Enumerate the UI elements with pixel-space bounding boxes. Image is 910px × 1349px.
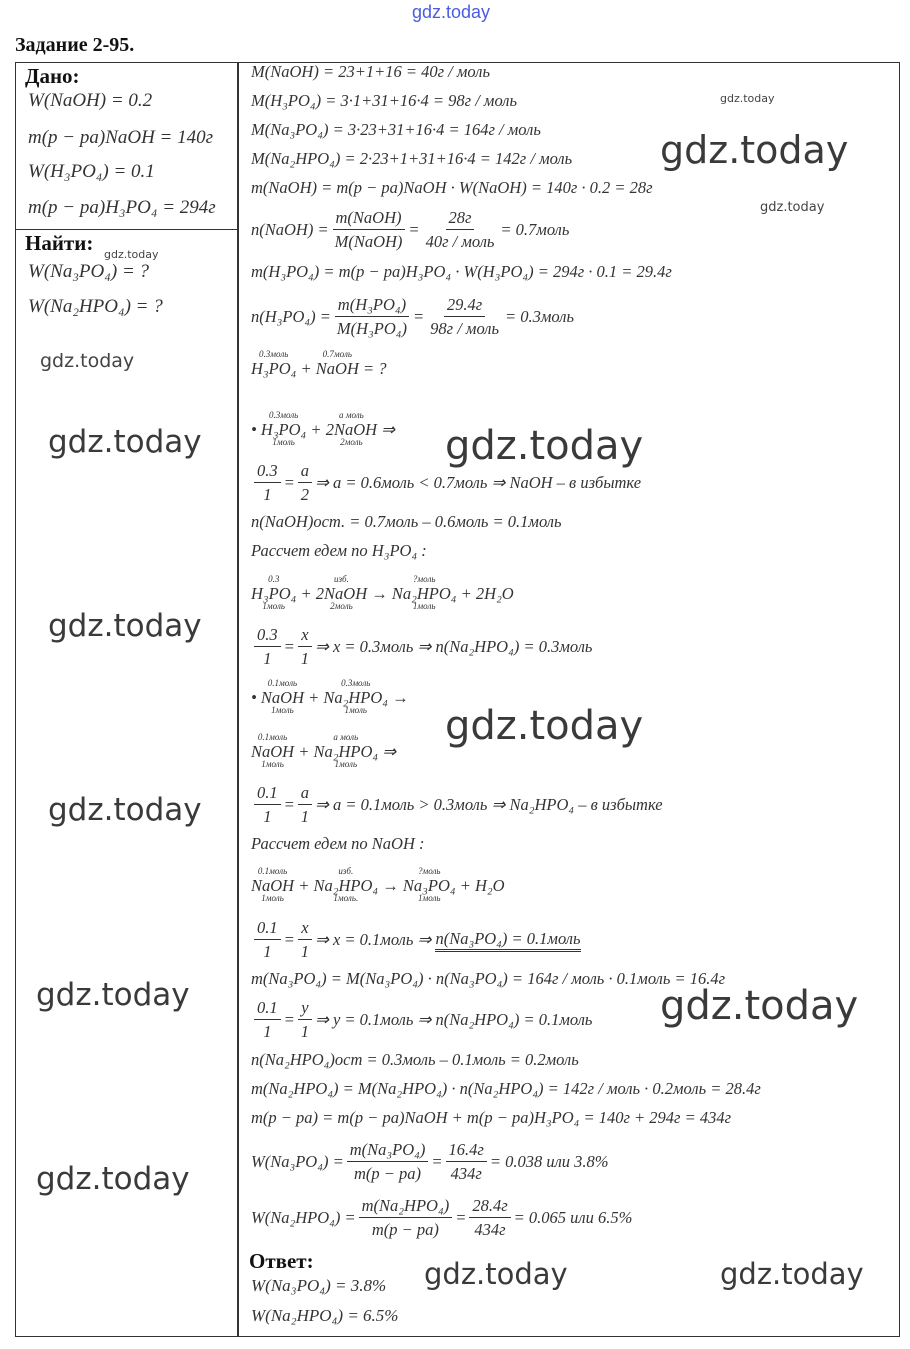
watermark: gdz.today (48, 608, 202, 644)
expression-text: M(NaOH) = 23+1+16 = 40г / моль (251, 62, 490, 81)
watermark: gdz.today (36, 1161, 190, 1197)
expression-text: Рассчет едем по NaOH : (251, 834, 425, 853)
amount-annotation: ?моль (412, 573, 436, 584)
denominator: 434г (450, 1164, 482, 1183)
formula-with-amounts (403, 867, 456, 906)
solution-line (251, 1098, 731, 1138)
formula: Na₂HPO₄ (391, 583, 457, 603)
expression-text: + (306, 420, 326, 439)
formula: H₃PO₄ (251, 583, 297, 603)
expression-text: = (283, 795, 295, 814)
expression-text: M(Na₂HPO₄) = 2·23+1+31+16·4 = 142г / моль (251, 149, 573, 168)
fraction (298, 918, 312, 962)
solution-line (251, 732, 396, 772)
find-item: W(Na₂HPO₄) = ? (28, 296, 163, 317)
numerator: a (298, 461, 312, 483)
fraction (423, 208, 498, 252)
watermark: gdz.today (104, 248, 159, 261)
fraction (254, 783, 281, 827)
solution-line (251, 210, 569, 250)
numerator: 28г (446, 208, 475, 230)
expression-text: m(p − pa) = m(p − pa)NaOH + m(p − pa)H₃PO₄ = 140г + 294г = 434г (251, 1108, 732, 1127)
solution-line (251, 168, 653, 208)
denominator: 1 (263, 649, 272, 668)
amount-annotation: 1моль (262, 601, 285, 612)
expression-text: W(Na₂HPO₄) = (251, 1208, 356, 1227)
numerator: x (298, 918, 311, 940)
amount-annotation: 0.3моль (341, 677, 371, 688)
given-item: W(NaOH) = 0.2 (28, 90, 153, 111)
given-item: W(H₃PO₄) = 0.1 (28, 161, 155, 182)
numerator: 0.1 (254, 783, 281, 805)
watermark: gdz.today (660, 983, 859, 1029)
watermark: gdz.today (720, 92, 775, 105)
fraction (334, 295, 410, 339)
watermark: gdz.today (48, 424, 202, 460)
formula-with-amounts (251, 575, 296, 614)
given-item: m(p − pa)NaOH = 140г (28, 127, 214, 148)
task-title: Задание 2-95. (15, 34, 135, 56)
expression-text: → (367, 584, 392, 603)
expression-text: W(Na₃PO₄) = (251, 1152, 344, 1171)
expression-text: m(Na₃PO₄) = M(Na₃PO₄) · n(Na₃PO₄) = 164г / моль · 0.1моль = 16.4г (251, 969, 726, 988)
numerator: 29.4г (444, 295, 485, 317)
formula-with-amounts (251, 867, 294, 906)
expression-text: m(NaOH) = m(p − pa)NaOH · W(NaOH) = 140г · 0.2 = 28г (251, 178, 653, 197)
fraction (254, 998, 281, 1042)
amount-annotation: a моль (333, 731, 359, 742)
denominator: 1 (263, 807, 272, 826)
amount-annotation: 0.7моль (322, 348, 352, 359)
formula-with-amounts (316, 350, 359, 389)
numerator: x (298, 625, 311, 647)
expression-text: + (296, 584, 316, 603)
fraction (298, 998, 312, 1042)
expression-text: Рассчет едем по H₃PO₄ : (251, 541, 427, 560)
find-item: W(Na₃PO₄) = ? (28, 261, 150, 282)
watermark: gdz.today (36, 977, 190, 1013)
expression-text: = (455, 1208, 467, 1227)
expression-text: ⇒ y = 0.1моль ⇒ n(Na₂HPO₄) = 0.1моль (315, 1010, 593, 1029)
denominator: 1 (300, 1022, 310, 1041)
watermark: gdz.today (445, 703, 644, 749)
solution-line (251, 1198, 632, 1238)
answer-item: W(Na₃PO₄) = 3.8% (251, 1276, 387, 1295)
expression-text: = 0.038 или 3.8% (489, 1152, 609, 1171)
denominator: 40г / моль (425, 232, 495, 251)
expression-text: = (283, 637, 295, 656)
denominator: 1 (263, 942, 272, 961)
formula-with-amounts (326, 411, 377, 450)
amount-annotation: 2моль (340, 437, 363, 448)
expression-text: n(H₃PO₄) = (251, 307, 331, 326)
formula-with-amounts (316, 575, 367, 614)
amount-annotation: 0.1моль (257, 731, 288, 742)
watermark: gdz.today (660, 128, 849, 172)
expression-text: + 2H₂O (456, 584, 514, 603)
amount-annotation: 0.3моль (268, 409, 299, 420)
answer-item: W(Na₂HPO₄) = 6.5% (251, 1306, 399, 1325)
amount-annotation: изб. (338, 865, 354, 876)
formula-with-amounts (251, 350, 296, 389)
formula: NaOH (251, 741, 295, 761)
amount-annotation: 1моль (261, 893, 284, 904)
solution-line (251, 1000, 592, 1040)
amount-annotation: 1моль (417, 893, 441, 904)
watermark: gdz.today (445, 423, 644, 469)
solution-line (251, 1142, 609, 1182)
numerator: y (298, 998, 311, 1020)
answer-label: Ответ: (249, 1249, 314, 1273)
numerator: 0.1 (254, 998, 281, 1020)
expression-text: = (431, 1152, 443, 1171)
denominator: 98г / моль (430, 319, 500, 338)
fraction (298, 625, 312, 669)
formula: NaOH (315, 358, 359, 378)
solution-line (251, 574, 514, 614)
solution-line (251, 463, 641, 503)
formula-with-amounts (313, 733, 378, 772)
given-item: m(p − pa)H₃PO₄ = 294г (28, 197, 216, 218)
fraction (254, 918, 281, 962)
amount-annotation: 0.1моль (257, 865, 288, 876)
expression-text: + (296, 359, 316, 378)
denominator: 2 (300, 485, 310, 504)
numerator: 0.3 (254, 461, 281, 483)
expression-text: ⇒ x = 0.1моль ⇒ (315, 930, 436, 949)
numerator: 0.1 (254, 918, 281, 940)
amount-annotation: 0.3 (268, 573, 280, 584)
numerator: 16.4г (446, 1140, 487, 1162)
numerator: 28.4г (469, 1196, 510, 1218)
formula: H₃PO₄ (260, 419, 307, 439)
expression-text: m(H₃PO₄) = m(p − pa)H₃PO₄ · W(H₃PO₄) = 294г · 0.1 = 29.4г (251, 262, 672, 281)
expression-text: + (294, 742, 314, 761)
formula: NaOH (260, 687, 304, 707)
expression-text: ⇒ x = 0.3моль ⇒ n(Na₂HPO₄) = 0.3моль (315, 637, 593, 656)
formula: 2NaOH (325, 419, 378, 439)
numerator: m(NaOH) (333, 208, 405, 230)
fraction (298, 461, 312, 505)
solution-line (251, 824, 425, 864)
fraction (446, 1140, 487, 1184)
formula: 2NaOH (315, 583, 368, 603)
fraction (298, 783, 312, 827)
numerator: m(Na₂HPO₄) (359, 1196, 453, 1218)
expression-text: = 0.3моль (505, 307, 574, 326)
formula: NaOH (251, 875, 295, 895)
solution-line (251, 785, 663, 825)
fraction (427, 295, 502, 339)
denominator: m(p − pa) (354, 1164, 422, 1183)
expression-text: = (413, 307, 425, 326)
formula-with-amounts (323, 679, 388, 718)
fraction (347, 1140, 429, 1184)
amount-annotation: ?моль (417, 865, 441, 876)
expression-text: = (283, 930, 295, 949)
solution-line (251, 959, 725, 999)
formula: Na₂HPO₄ (323, 687, 389, 707)
formula: H₃PO₄ (251, 358, 297, 378)
expression-text: n(NaOH)ост. = 0.7моль – 0.6моль = 0.1моль (251, 512, 562, 531)
amount-annotation: изб. (334, 573, 349, 584)
formula-with-amounts (261, 679, 304, 718)
solution-line (251, 297, 574, 337)
amount-annotation: 0.3моль (259, 348, 289, 359)
solution-line (251, 678, 409, 718)
given-label: Дано: (25, 64, 80, 88)
formula-with-amounts (313, 867, 378, 906)
amount-annotation: 1моль (344, 705, 367, 716)
fraction (332, 208, 406, 252)
solution-line (251, 920, 581, 960)
numerator: 0.3 (254, 625, 281, 647)
fraction (254, 461, 281, 505)
expression-text: = (408, 220, 420, 239)
amount-annotation: 0.1моль (267, 677, 298, 688)
expression-text: M(H₃PO₄) = 3·1+31+16·4 = 98г / моль (251, 91, 517, 110)
expression-text: • (251, 688, 261, 707)
expression-text: ⇒ (378, 742, 397, 761)
watermark: gdz.today (40, 350, 135, 372)
formula-with-amounts (392, 575, 457, 614)
expression-text: → (388, 688, 409, 707)
expression-text: = 0.065 или 6.5% (513, 1208, 633, 1227)
expression-text: → (378, 876, 403, 895)
solution-line (251, 866, 505, 906)
numerator: m(Na₃PO₄) (347, 1140, 429, 1162)
denominator: 1 (300, 649, 310, 668)
denominator: 1 (263, 485, 272, 504)
expression-text: = (283, 473, 295, 492)
solution-line (251, 410, 395, 450)
expression-text: ⇒ (377, 420, 395, 439)
formula: Na₂HPO₄ (313, 875, 379, 895)
denominator: 434г (474, 1220, 506, 1239)
denominator: 1 (300, 807, 310, 826)
amount-annotation: 1моль (334, 759, 358, 770)
solution-line (251, 531, 427, 571)
expression-text: = 0.7моль (500, 220, 570, 239)
solution-line (251, 252, 672, 292)
find-label: Найти: (25, 231, 94, 255)
expression-text: n(Na₃PO₄) = 0.1моль (435, 929, 580, 952)
amount-annotation: a моль (338, 409, 364, 420)
expression-text: = ? (358, 359, 387, 378)
expression-text: ⇒ a = 0.6моль < 0.7моль ⇒ NaOH – в избытке (315, 473, 642, 492)
fraction (254, 625, 281, 669)
fraction (359, 1196, 453, 1240)
watermark: gdz.today (48, 792, 202, 828)
expression-text: n(Na₂HPO₄)ост = 0.3моль – 0.1моль = 0.2моль (251, 1050, 579, 1069)
expression-text: + (294, 876, 314, 895)
expression-text: m(Na₂HPO₄) = M(Na₂HPO₄) · n(Na₂HPO₄) = 142г / моль · 0.2моль = 28.4г (251, 1079, 761, 1098)
denominator: M(NaOH) (334, 232, 403, 251)
watermark: gdz.today (424, 1257, 568, 1291)
expression-text: ⇒ a = 0.1моль > 0.3моль ⇒ Na₂HPO₄ – в избытке (315, 795, 663, 814)
denominator: M(H₃PO₄) (336, 319, 408, 338)
formula: Na₂HPO₄ (313, 741, 379, 761)
amount-annotation: 1моль (272, 437, 295, 448)
denominator: 1 (263, 1022, 272, 1041)
denominator: 1 (300, 942, 310, 961)
amount-annotation: 2моль (330, 601, 353, 612)
expression-text: + H₂O (455, 876, 505, 895)
numerator: a (298, 783, 312, 805)
formula: Na₃PO₄ (402, 875, 456, 895)
expression-text: n(NaOH) = (251, 220, 329, 239)
denominator: m(p − pa) (371, 1220, 439, 1239)
expression-text: = (283, 1010, 295, 1029)
watermark: gdz.today (720, 1257, 864, 1291)
amount-annotation: 1моль (412, 601, 436, 612)
solution-line (251, 349, 387, 389)
solution-line (251, 627, 592, 667)
expression-text: M(Na₃PO₄) = 3·23+31+16·4 = 164г / моль (251, 120, 541, 139)
formula-with-amounts (251, 733, 294, 772)
expression-text: • (251, 420, 261, 439)
amount-annotation: 1моль (271, 705, 294, 716)
expression-text: + (304, 688, 324, 707)
fraction (469, 1196, 510, 1240)
site-watermark-top[interactable]: gdz.today (412, 2, 491, 22)
amount-annotation: 1моль. (333, 893, 359, 904)
amount-annotation: 1моль (261, 759, 284, 770)
formula-with-amounts (261, 411, 306, 450)
numerator: m(H₃PO₄) (335, 295, 409, 317)
watermark: gdz.today (760, 200, 825, 215)
